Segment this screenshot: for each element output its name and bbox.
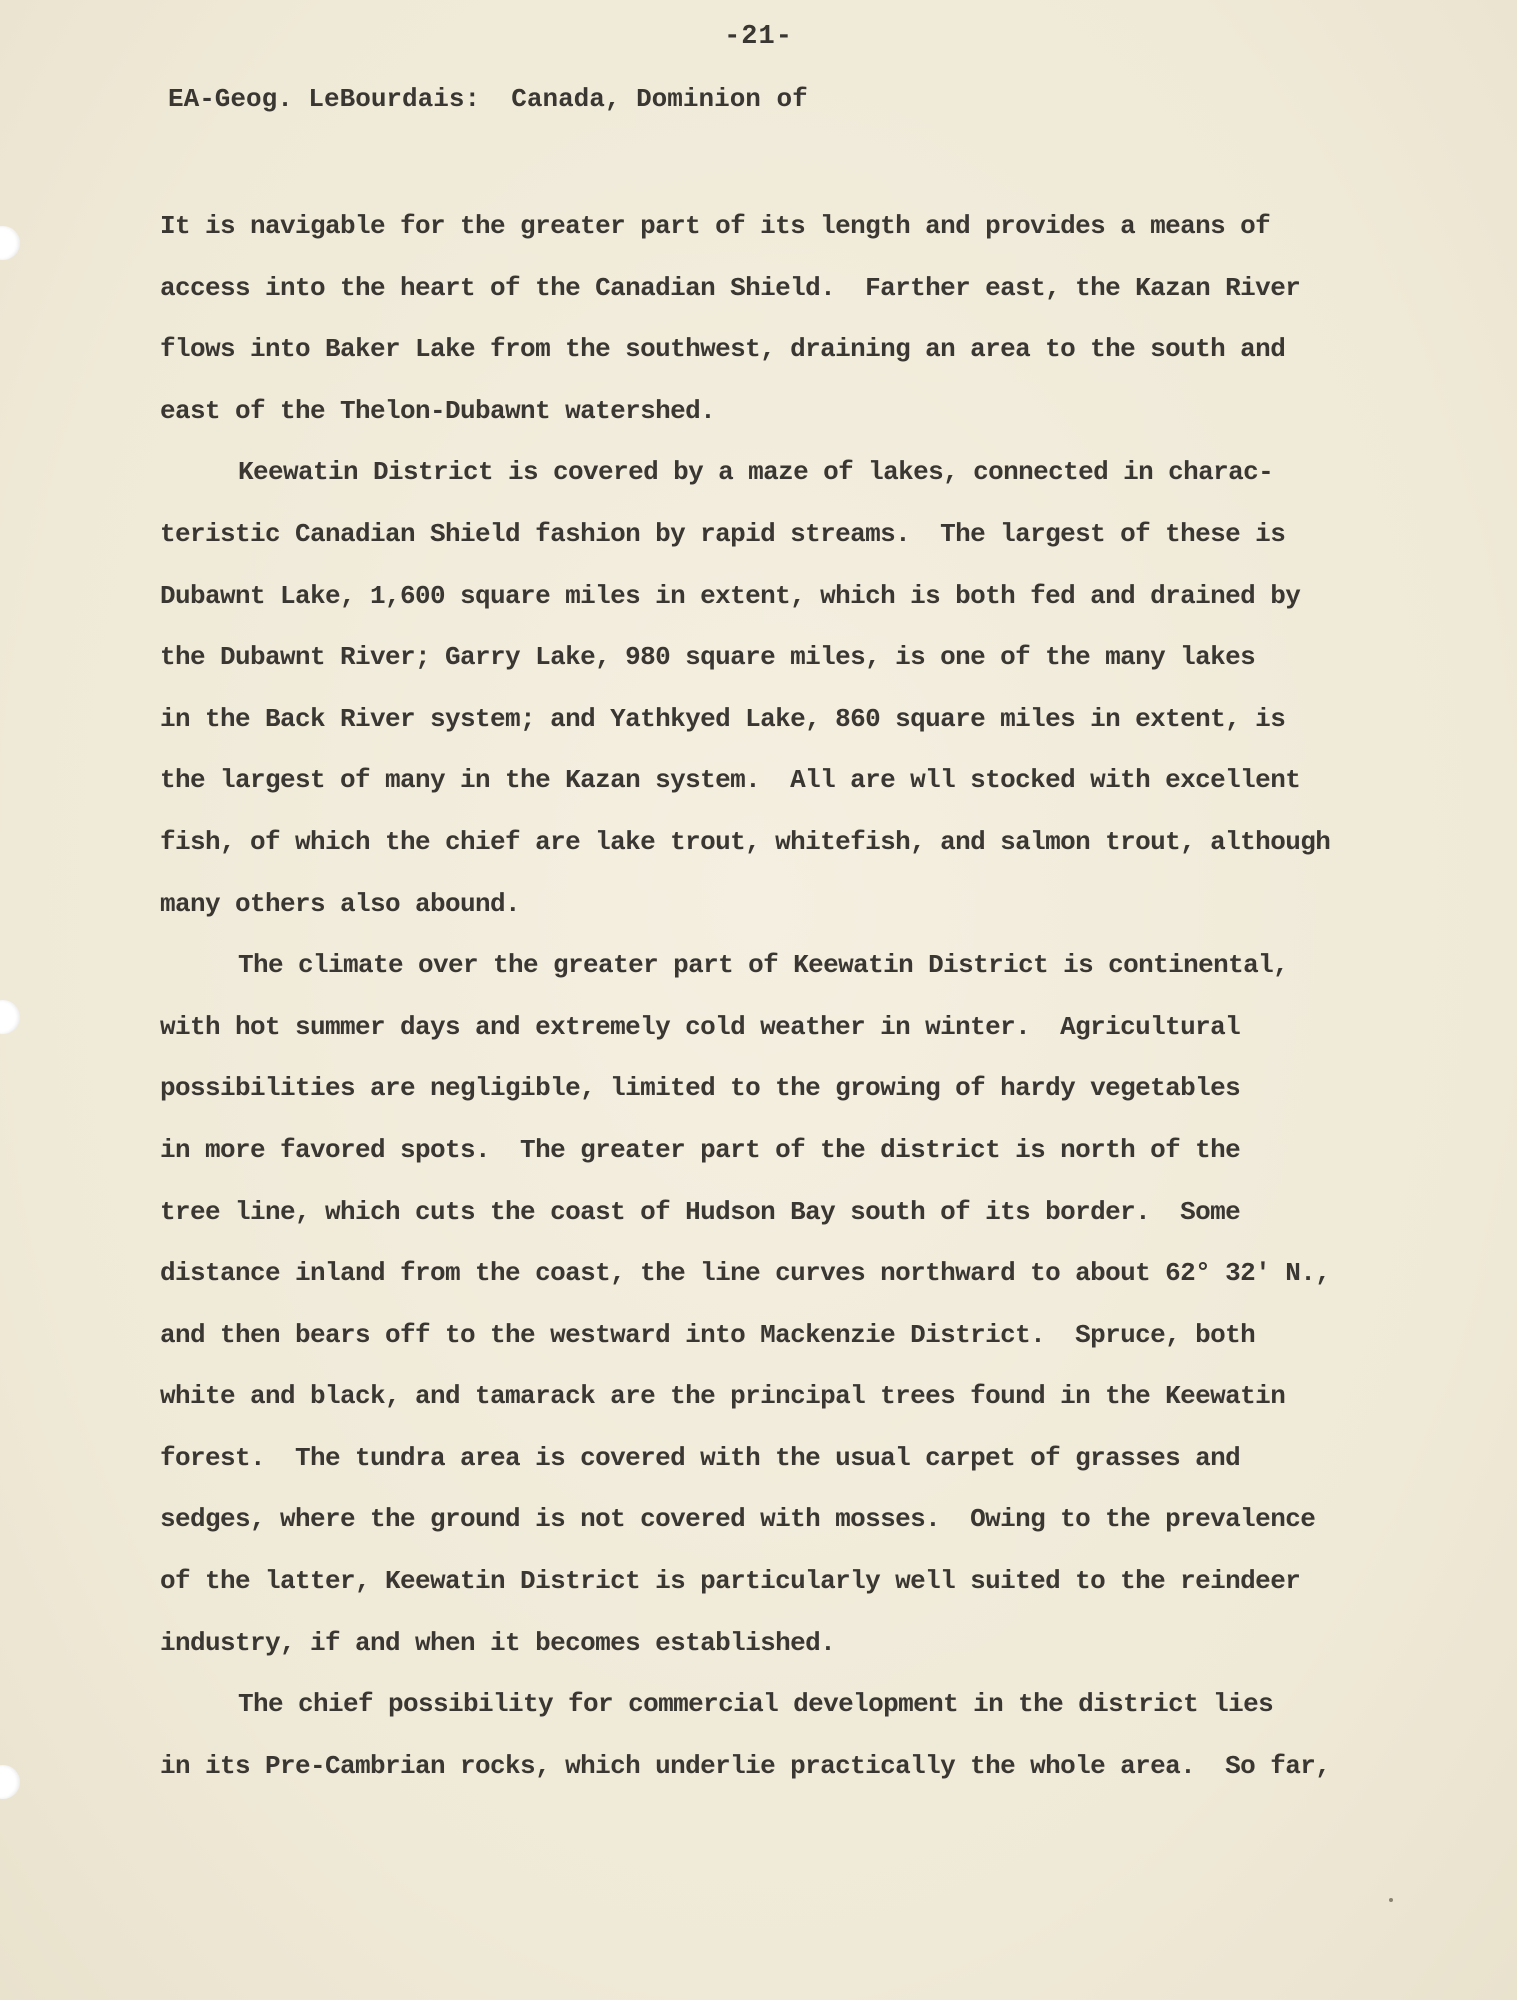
text-line: the Dubawnt River; Garry Lake, 980 square miles, is one of the many lakes	[160, 642, 1256, 673]
text-line: sedges, where the ground is not covered with mosses. Owing to the prevalence	[160, 1504, 1316, 1535]
punch-hole-middle	[0, 1000, 20, 1034]
text-line: Dubawnt Lake, 1,600 square miles in extent, which is both fed and drained by	[160, 580, 1301, 611]
text-line: teristic Canadian Shield fashion by rapid streams. The largest of these is	[160, 518, 1286, 549]
text-line: The chief possibility for commercial development in the district lies	[238, 1689, 1274, 1720]
text-line: flows into Baker Lake from the southwest, draining an area to the south and	[160, 334, 1286, 365]
punch-hole-top	[0, 226, 20, 260]
text-line: many others also abound.	[160, 888, 521, 919]
text-line: the largest of many in the Kazan system. All are wll stocked with excellent	[160, 765, 1301, 796]
text-line: with hot summer days and extremely cold weather in winter. Agricultural	[160, 1011, 1241, 1042]
page-number: -21-	[724, 22, 793, 52]
text-line: tree line, which cuts the coast of Hudson Bay south of its border. Some	[160, 1196, 1241, 1227]
document-header: EA-Geog. LeBourdais: Canada, Dominion of	[168, 84, 808, 114]
text-line: white and black, and tamarack are the principal trees found in the Keewatin	[160, 1381, 1286, 1412]
text-line: fish, of which the chief are lake trout, whitefish, and salmon trout, although	[160, 826, 1331, 857]
text-line: The climate over the greater part of Keewatin District is continental,	[238, 950, 1289, 981]
text-line: industry, if and when it becomes established.	[160, 1627, 836, 1658]
body-text	[160, 196, 1390, 1797]
text-line: access into the heart of the Canadian Shield. Farther east, the Kazan River	[160, 272, 1301, 303]
text-line: It is navigable for the greater part of its length and provides a means of	[160, 211, 1271, 241]
text-line: distance inland from the coast, the line curves northward to about 62° 32' N.,	[160, 1258, 1331, 1289]
punch-hole-bottom	[0, 1765, 20, 1799]
text-line: east of the Thelon-Dubawnt watershed.	[160, 395, 716, 426]
text-line: forest. The tundra area is covered with the usual carpet of grasses and	[160, 1442, 1241, 1473]
text-line: and then bears off to the westward into Mackenzie District. Spruce, both	[160, 1319, 1256, 1350]
paper-speck	[1389, 1898, 1393, 1902]
text-line: in its Pre-Cambrian rocks, which underlie practically the whole area. So far,	[160, 1750, 1331, 1781]
text-line: in more favored spots. The greater part of the district is north of the	[160, 1134, 1241, 1165]
text-line: Keewatin District is covered by a maze of lakes, connected in charac-	[238, 457, 1274, 488]
text-line: in the Back River system; and Yathkyed Lake, 860 square miles in extent, is	[160, 703, 1286, 734]
text-line: of the latter, Keewatin District is particularly well suited to the reindeer	[160, 1566, 1301, 1597]
text-line: possibilities are negligible, limited to the growing of hardy vegetables	[160, 1073, 1241, 1104]
